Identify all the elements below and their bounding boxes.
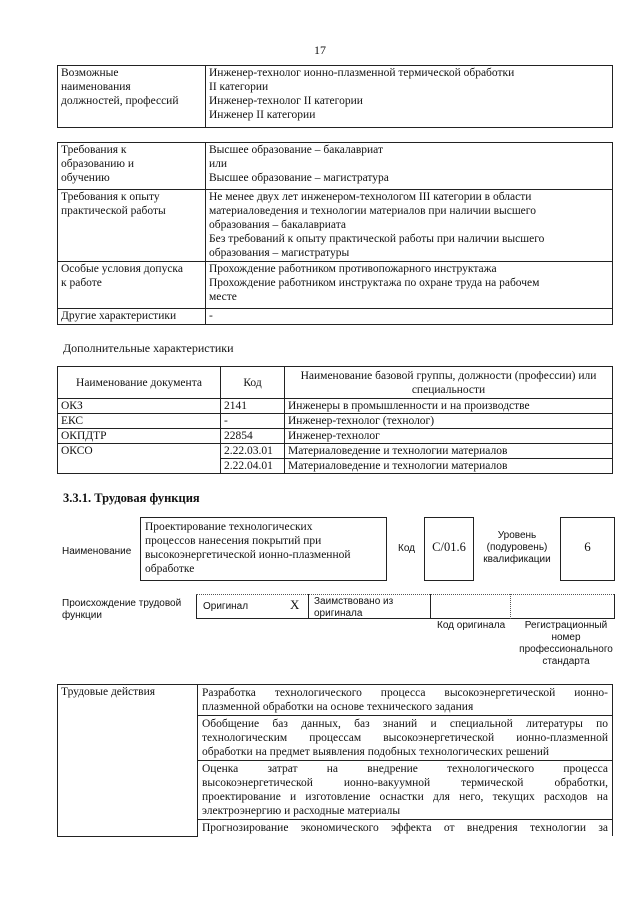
- table-row: [58, 143, 613, 190]
- code-cell: 2141: [221, 399, 285, 414]
- positions-table: [57, 65, 613, 128]
- column-header: Наименование документа: [58, 367, 221, 399]
- table-row: [58, 399, 613, 414]
- table-row: [58, 190, 613, 262]
- borrowed-label: Заимствовано из оригинала: [314, 596, 394, 619]
- code-value: С/01.6: [432, 540, 466, 554]
- code-box: [424, 517, 474, 581]
- table-row: [58, 459, 613, 474]
- page-number: 17: [314, 43, 326, 57]
- education-values: Высшее образование – бакалавриат или Высшее образование – магистратура: [206, 143, 613, 190]
- doc-cell: [58, 459, 221, 474]
- requirements-table: [57, 142, 613, 325]
- additional-title: Дополнительные характеристики: [63, 341, 234, 355]
- table-row: [58, 414, 613, 429]
- list-item: Оценка затрат на внедрение технологического процесса высокоэнергетической ионно-вакуумной термической обработки, проектирование и изготовление оснастки для него, текущих расходов на электроэнергию и расходные материалы: [198, 761, 612, 820]
- function-name-box: Проектирование технологических процессов нанесения покрытий при высокоэнергетической ионно-плазменной обработке: [140, 517, 387, 581]
- code-cell: 22854: [221, 429, 285, 444]
- table-row: [58, 444, 613, 459]
- origin-label: Происхождение трудовой функции: [62, 598, 182, 621]
- doc-cell: ОКЗ: [58, 399, 221, 414]
- experience-label: Требования к опыту практической работы: [58, 190, 206, 262]
- name-cell: Инженер-технолог: [285, 429, 613, 444]
- education-label: Требования к образованию и обучению: [58, 143, 206, 190]
- positions-values: Инженер-технолог ионно-плазменной термической обработки II категории Инженер-технолог II категории Инженер II категории: [206, 66, 613, 128]
- code-cell: 2.22.03.01: [221, 444, 285, 459]
- doc-cell: ОКСО: [58, 444, 221, 459]
- origin-top-line: [196, 594, 614, 595]
- level-box: [560, 517, 615, 581]
- labor-items: [198, 685, 613, 837]
- table-row: [58, 309, 613, 325]
- admission-label: Особые условия допуска к работе: [58, 262, 206, 309]
- admission-values: Прохождение работником противопожарного инструктажа Прохождение работником инструктажа по охране труда на рабочем месте: [206, 262, 613, 309]
- code-cell: 2.22.04.01: [221, 459, 285, 474]
- doc-cell: ЕКС: [58, 414, 221, 429]
- table-row: [58, 262, 613, 309]
- doc-cell: ОКПДТР: [58, 429, 221, 444]
- list-item: Разработка технологического процесса высокоэнергетической ионно- плазменной обработки на основе технического задания: [198, 685, 612, 716]
- name-label: Наименование: [62, 546, 132, 557]
- divider: [430, 594, 431, 619]
- name-cell: Инженеры в промышленности и на производстве: [285, 399, 613, 414]
- table-row: [58, 429, 613, 444]
- column-header: Наименование базовой группы, должности (профессии) или специальности: [285, 367, 613, 399]
- level-label: Уровень (подуровень) квалификации: [483, 530, 551, 565]
- original-mark: X: [290, 597, 300, 612]
- reg-number-label: Регистрационный номер профессионального стандарта: [519, 620, 613, 667]
- experience-values: Не менее двух лет инженером-технологом III категории в области материаловедения и технологии материалов при наличии высшего образования – бакалавриата Без требований к опыту практической работы при наличии высшего образования – магистратуры: [206, 190, 613, 262]
- original-label: Оригинал: [203, 601, 249, 612]
- other-values: -: [206, 309, 613, 325]
- origin-box: [196, 594, 615, 619]
- list-item: Прогнозирование экономического эффекта от внедрения технологии за: [202, 822, 608, 834]
- orig-code-label: Код оригинала: [437, 620, 506, 631]
- name-cell: Материаловедение и технологии материалов: [285, 444, 613, 459]
- name-cell: Материаловедение и технологии материалов: [285, 459, 613, 474]
- divider: [510, 594, 511, 619]
- other-label: Другие характеристики: [58, 309, 206, 325]
- level-value: 6: [584, 539, 591, 554]
- section-title: 3.3.1. Трудовая функция: [63, 491, 200, 505]
- divider: [308, 594, 309, 619]
- code-cell: -: [221, 414, 285, 429]
- list-item: Обобщение баз данных, баз знаний и специальной литературы по технологическим процессам высокоэнергетической ионно-плазменной обработки на предмет выявления подобных технологических решений: [198, 716, 612, 761]
- code-label: Код: [398, 543, 416, 554]
- positions-label: Возможные наименования должностей, профессий: [58, 66, 206, 128]
- labor-table: [57, 684, 613, 837]
- name-cell: Инженер-технолог (технолог): [285, 414, 613, 429]
- labor-label: Трудовые действия: [58, 685, 198, 837]
- column-header: Код: [221, 367, 285, 399]
- additional-table: [57, 366, 613, 474]
